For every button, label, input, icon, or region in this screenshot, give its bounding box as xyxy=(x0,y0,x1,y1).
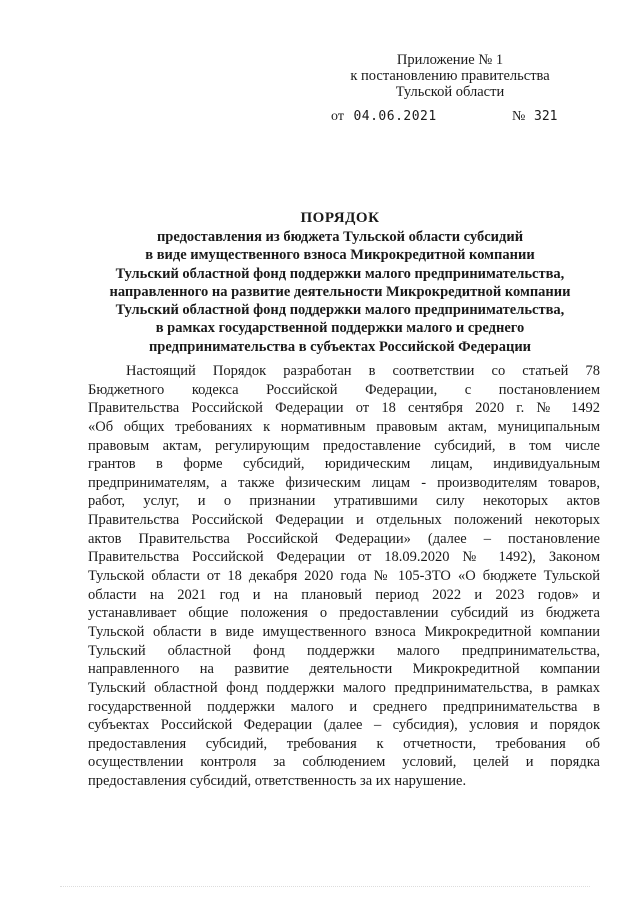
subtitle-line: Тульский областной фонд поддержки малого предпринимательства, xyxy=(115,302,565,319)
body-line: осуществлении контроля за соблюдением условий, целей и порядка xyxy=(88,754,600,771)
body-line: правовым актам, регулирующим предоставление субсидий, в том числе xyxy=(88,437,600,454)
body-line: предпринимателям, а также физическим лицам - производителям товаров, xyxy=(88,474,600,491)
subtitle-line: в виде имущественного взноса Микрокредитной компании xyxy=(145,247,535,264)
body-line: Тульский областной фонд поддержки малого предпринимательства, xyxy=(88,642,600,659)
body-line: предоставления субсидий, требования к отчетности, требования об xyxy=(88,735,600,752)
body-line: Правительства Российской Федерации от 18 сентября 2020 г. № 1492 xyxy=(88,400,600,417)
subtitle-line: предоставления из бюджета Тульской области субсидий xyxy=(156,229,524,245)
body-line: Тульской области от 18 декабря 2020 года № 105-ЗТО «О бюджете Тульской xyxy=(88,568,600,585)
appendix-line-3: Тульской области xyxy=(395,84,505,100)
document-title: ПОРЯДОК xyxy=(300,210,380,226)
subtitle-line: предпринимательства в субъектах Российской Федерации xyxy=(148,338,532,355)
body-line: области на 2021 год и на плановый период 2022 и 2023 годов» и xyxy=(88,586,600,603)
body-line: направленного на развитие деятельности Микрокредитной компании xyxy=(88,661,600,678)
subtitle-line: направленного на развитие деятельности Микрокредитной компании xyxy=(109,283,571,300)
number-value: 321 xyxy=(534,109,558,124)
appendix-line-2: к постановлению правительства xyxy=(350,68,550,84)
date-value: 04.06.2021 xyxy=(353,109,437,124)
body-line: Правительства Российской Федерации и отдельных положений некоторых xyxy=(88,512,600,529)
body-line: «Об общих требованиях к нормативным правовым актам, муниципальным xyxy=(88,418,600,435)
subtitle-line: Тульский областной фонд поддержки малого предпринимательства, xyxy=(115,265,565,282)
body-line: актов Правительства Российской Федерации» (далее – постановление xyxy=(88,530,600,547)
body-line: устанавливает общие положения о предоставлении субсидий из бюджета xyxy=(88,605,600,622)
document-subtitle xyxy=(80,228,600,356)
body-line: Настоящий Порядок разработан в соответствии со статьей 78 xyxy=(126,363,600,379)
document-date-number xyxy=(331,109,581,125)
body-line: Правительства Российской Федерации от 18.09.2020 № 1492), Законом xyxy=(88,549,600,566)
number-label: № xyxy=(512,109,526,124)
date-label: от xyxy=(331,109,344,124)
body-line: предоставления субсидий, ответственность за их нарушение. xyxy=(88,773,467,790)
body-line: Бюджетного кодекса Российской Федерации, с постановлением xyxy=(88,381,600,398)
scan-artifact-line xyxy=(60,886,590,888)
body-line: Тульский областной фонд поддержки малого предпринимательства, в рамках xyxy=(88,679,600,696)
body-line: грантов в форме субсидий, юридическим лицам, индивидуальным xyxy=(88,456,600,473)
body-paragraph xyxy=(88,362,600,791)
body-line: государственной поддержки малого и среднего предпринимательства в xyxy=(88,698,600,715)
body-line: субъектах Российской Федерации (далее – субсидия), условия и порядок xyxy=(88,717,600,734)
body-line: работ, услуг, и о признании утратившими силу некоторых актов xyxy=(88,493,600,510)
appendix-line-1: Приложение № 1 xyxy=(396,52,504,68)
body-line: Тульской области в виде имущественного взноса Микрокредитной компании xyxy=(88,623,600,640)
appendix-header xyxy=(300,52,600,100)
subtitle-line: в рамках государственной поддержки малого и среднего xyxy=(155,320,525,337)
